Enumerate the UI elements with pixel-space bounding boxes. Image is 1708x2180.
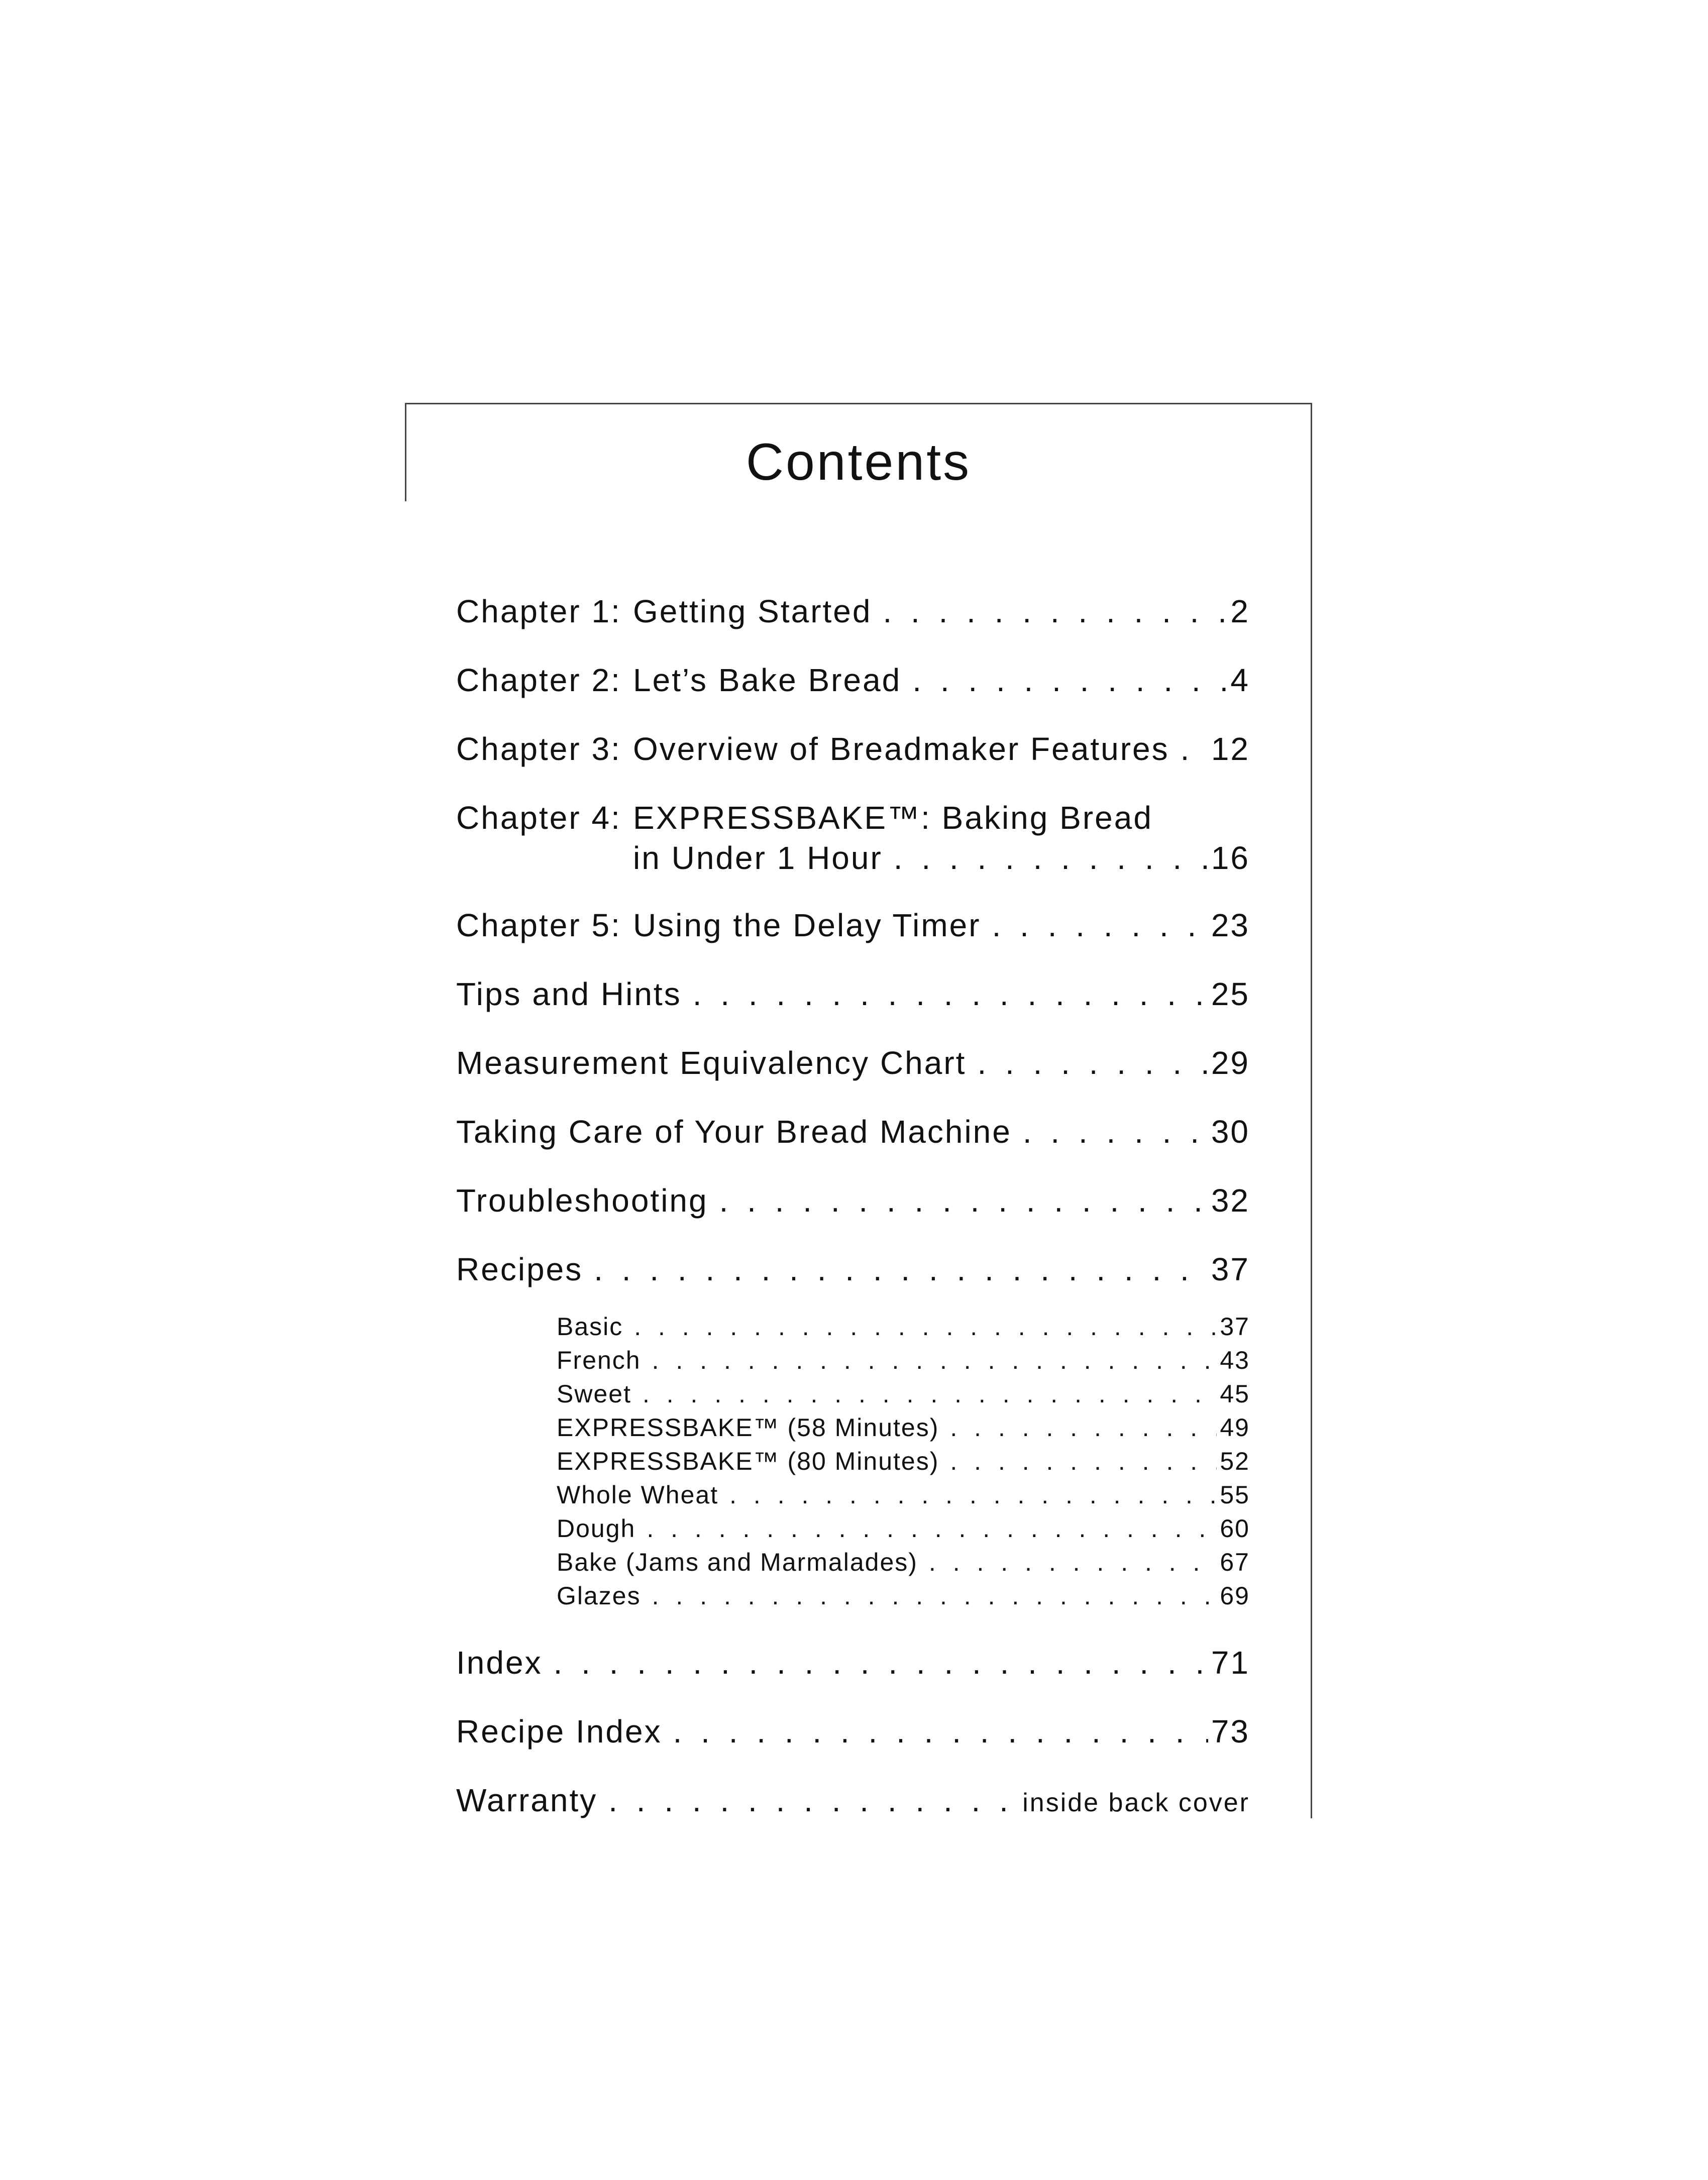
toc-subentry-bake[interactable] [456, 1548, 1250, 1581]
page-number: 71 [1211, 1645, 1250, 1681]
page-number: 4 [1230, 662, 1250, 698]
toc-entry-tips-and-hints[interactable] [456, 975, 1250, 1044]
subentry-title: Whole Wheat [557, 1481, 719, 1509]
dot-leader [977, 1044, 1208, 1081]
page-number: 23 [1211, 907, 1250, 943]
toc-entry-chapter-1[interactable] [456, 593, 1250, 662]
entry-title: Index [456, 1645, 543, 1681]
subentry-title: French [557, 1346, 641, 1374]
chapter-number: Chapter 1: [456, 593, 621, 629]
dot-leader [647, 1514, 1217, 1543]
chapter-number: Chapter 3: [456, 731, 621, 767]
dot-leader [883, 593, 1227, 630]
toc-entry-measurement-chart[interactable] [456, 1044, 1250, 1113]
toc-entry-troubleshooting[interactable] [456, 1182, 1250, 1251]
dot-leader [894, 839, 1208, 877]
page-number: 69 [1220, 1582, 1250, 1610]
subentry-title: EXPRESSBAKE™ (58 Minutes) [557, 1413, 939, 1442]
chapter-number: Chapter 2: [456, 662, 621, 698]
dot-leader [554, 1644, 1208, 1681]
dot-leader [912, 662, 1227, 699]
dot-leader [594, 1251, 1208, 1288]
entry-title: Warranty [456, 1782, 598, 1818]
dot-leader [643, 1379, 1217, 1408]
page-number: 30 [1211, 1114, 1250, 1150]
page-number: inside back cover [1022, 1788, 1250, 1817]
toc-subentry-sweet[interactable] [456, 1379, 1250, 1413]
page-number: 67 [1220, 1548, 1250, 1576]
subentry-title: Basic [557, 1313, 623, 1341]
dot-leader [992, 907, 1208, 944]
entry-title: EXPRESSBAKE™: Baking Bread [633, 800, 1153, 836]
toc-subentry-basic[interactable] [456, 1312, 1250, 1346]
entry-title: Recipe Index [456, 1713, 662, 1750]
chapter-number: Chapter 5: [456, 907, 621, 943]
toc-subentry-expressbake-58[interactable] [456, 1413, 1250, 1447]
entry-title: Overview of Breadmaker Features [633, 731, 1169, 767]
dot-leader [929, 1548, 1217, 1577]
toc-entry-chapter-2[interactable] [456, 662, 1250, 730]
page-number: 37 [1220, 1313, 1250, 1341]
dot-leader [652, 1581, 1217, 1610]
entry-title: Measurement Equivalency Chart [456, 1045, 967, 1081]
toc-entry-warranty[interactable] [456, 1782, 1250, 1850]
page-number: 16 [1211, 840, 1250, 876]
toc-subentry-french[interactable] [456, 1346, 1250, 1379]
entry-title: Recipes [456, 1251, 583, 1287]
toc-subentry-expressbake-80[interactable] [456, 1447, 1250, 1480]
page-number: 55 [1220, 1481, 1250, 1509]
table-of-contents [456, 593, 1250, 1850]
dot-leader [608, 1782, 1019, 1819]
dot-leader [1181, 730, 1208, 768]
frame-top-rule [405, 403, 1312, 404]
entry-title-continued: in Under 1 Hour [633, 840, 883, 876]
toc-subentry-whole-wheat[interactable] [456, 1480, 1250, 1514]
entry-title: Taking Care of Your Bread Machine [456, 1114, 1012, 1150]
entry-title: Tips and Hints [456, 976, 682, 1012]
toc-entry-chapter-5[interactable] [456, 907, 1250, 975]
page-number: 73 [1211, 1713, 1250, 1750]
toc-subentry-dough[interactable] [456, 1514, 1250, 1548]
subentry-title: Dough [557, 1514, 636, 1543]
dot-leader [1023, 1113, 1208, 1150]
page-number: 25 [1211, 976, 1250, 1012]
toc-subentry-glazes[interactable] [456, 1581, 1250, 1615]
frame-right-rule [1311, 403, 1312, 1818]
entry-title: Getting Started [633, 593, 872, 629]
dot-leader [693, 975, 1208, 1013]
page-number: 12 [1211, 731, 1250, 767]
page-number: 37 [1211, 1251, 1250, 1287]
dot-leader [673, 1713, 1208, 1750]
dot-leader [950, 1447, 1217, 1476]
page-number: 43 [1220, 1346, 1250, 1374]
dot-leader [729, 1480, 1217, 1509]
toc-entry-chapter-4[interactable] [456, 799, 1250, 907]
subentry-title: Sweet [557, 1380, 631, 1408]
dot-leader [634, 1312, 1217, 1341]
page-number: 52 [1220, 1447, 1250, 1475]
page-number: 2 [1230, 593, 1250, 629]
toc-entry-index[interactable] [456, 1644, 1250, 1713]
dot-leader [652, 1346, 1217, 1375]
page-title: Contents [745, 433, 972, 491]
page-number: 60 [1220, 1514, 1250, 1543]
subentry-title: EXPRESSBAKE™ (80 Minutes) [557, 1447, 939, 1475]
chapter-number: Chapter 4: [456, 800, 621, 836]
page-number: 45 [1220, 1380, 1250, 1408]
subentry-title: Bake (Jams and Marmalades) [557, 1548, 918, 1576]
entry-title: Troubleshooting [456, 1182, 708, 1219]
toc-entry-recipes[interactable] [456, 1251, 1250, 1312]
toc-entry-taking-care[interactable] [456, 1113, 1250, 1182]
subentry-title: Glazes [557, 1582, 641, 1610]
page-number: 29 [1211, 1045, 1250, 1081]
toc-entry-recipe-index[interactable] [456, 1713, 1250, 1782]
entry-title: Let’s Bake Bread [633, 662, 902, 698]
page-number: 32 [1211, 1182, 1250, 1219]
dot-leader [950, 1413, 1217, 1442]
dot-leader [719, 1182, 1208, 1219]
entry-title: Using the Delay Timer [633, 907, 981, 943]
page-number: 49 [1220, 1413, 1250, 1442]
toc-entry-chapter-3[interactable] [456, 730, 1250, 799]
